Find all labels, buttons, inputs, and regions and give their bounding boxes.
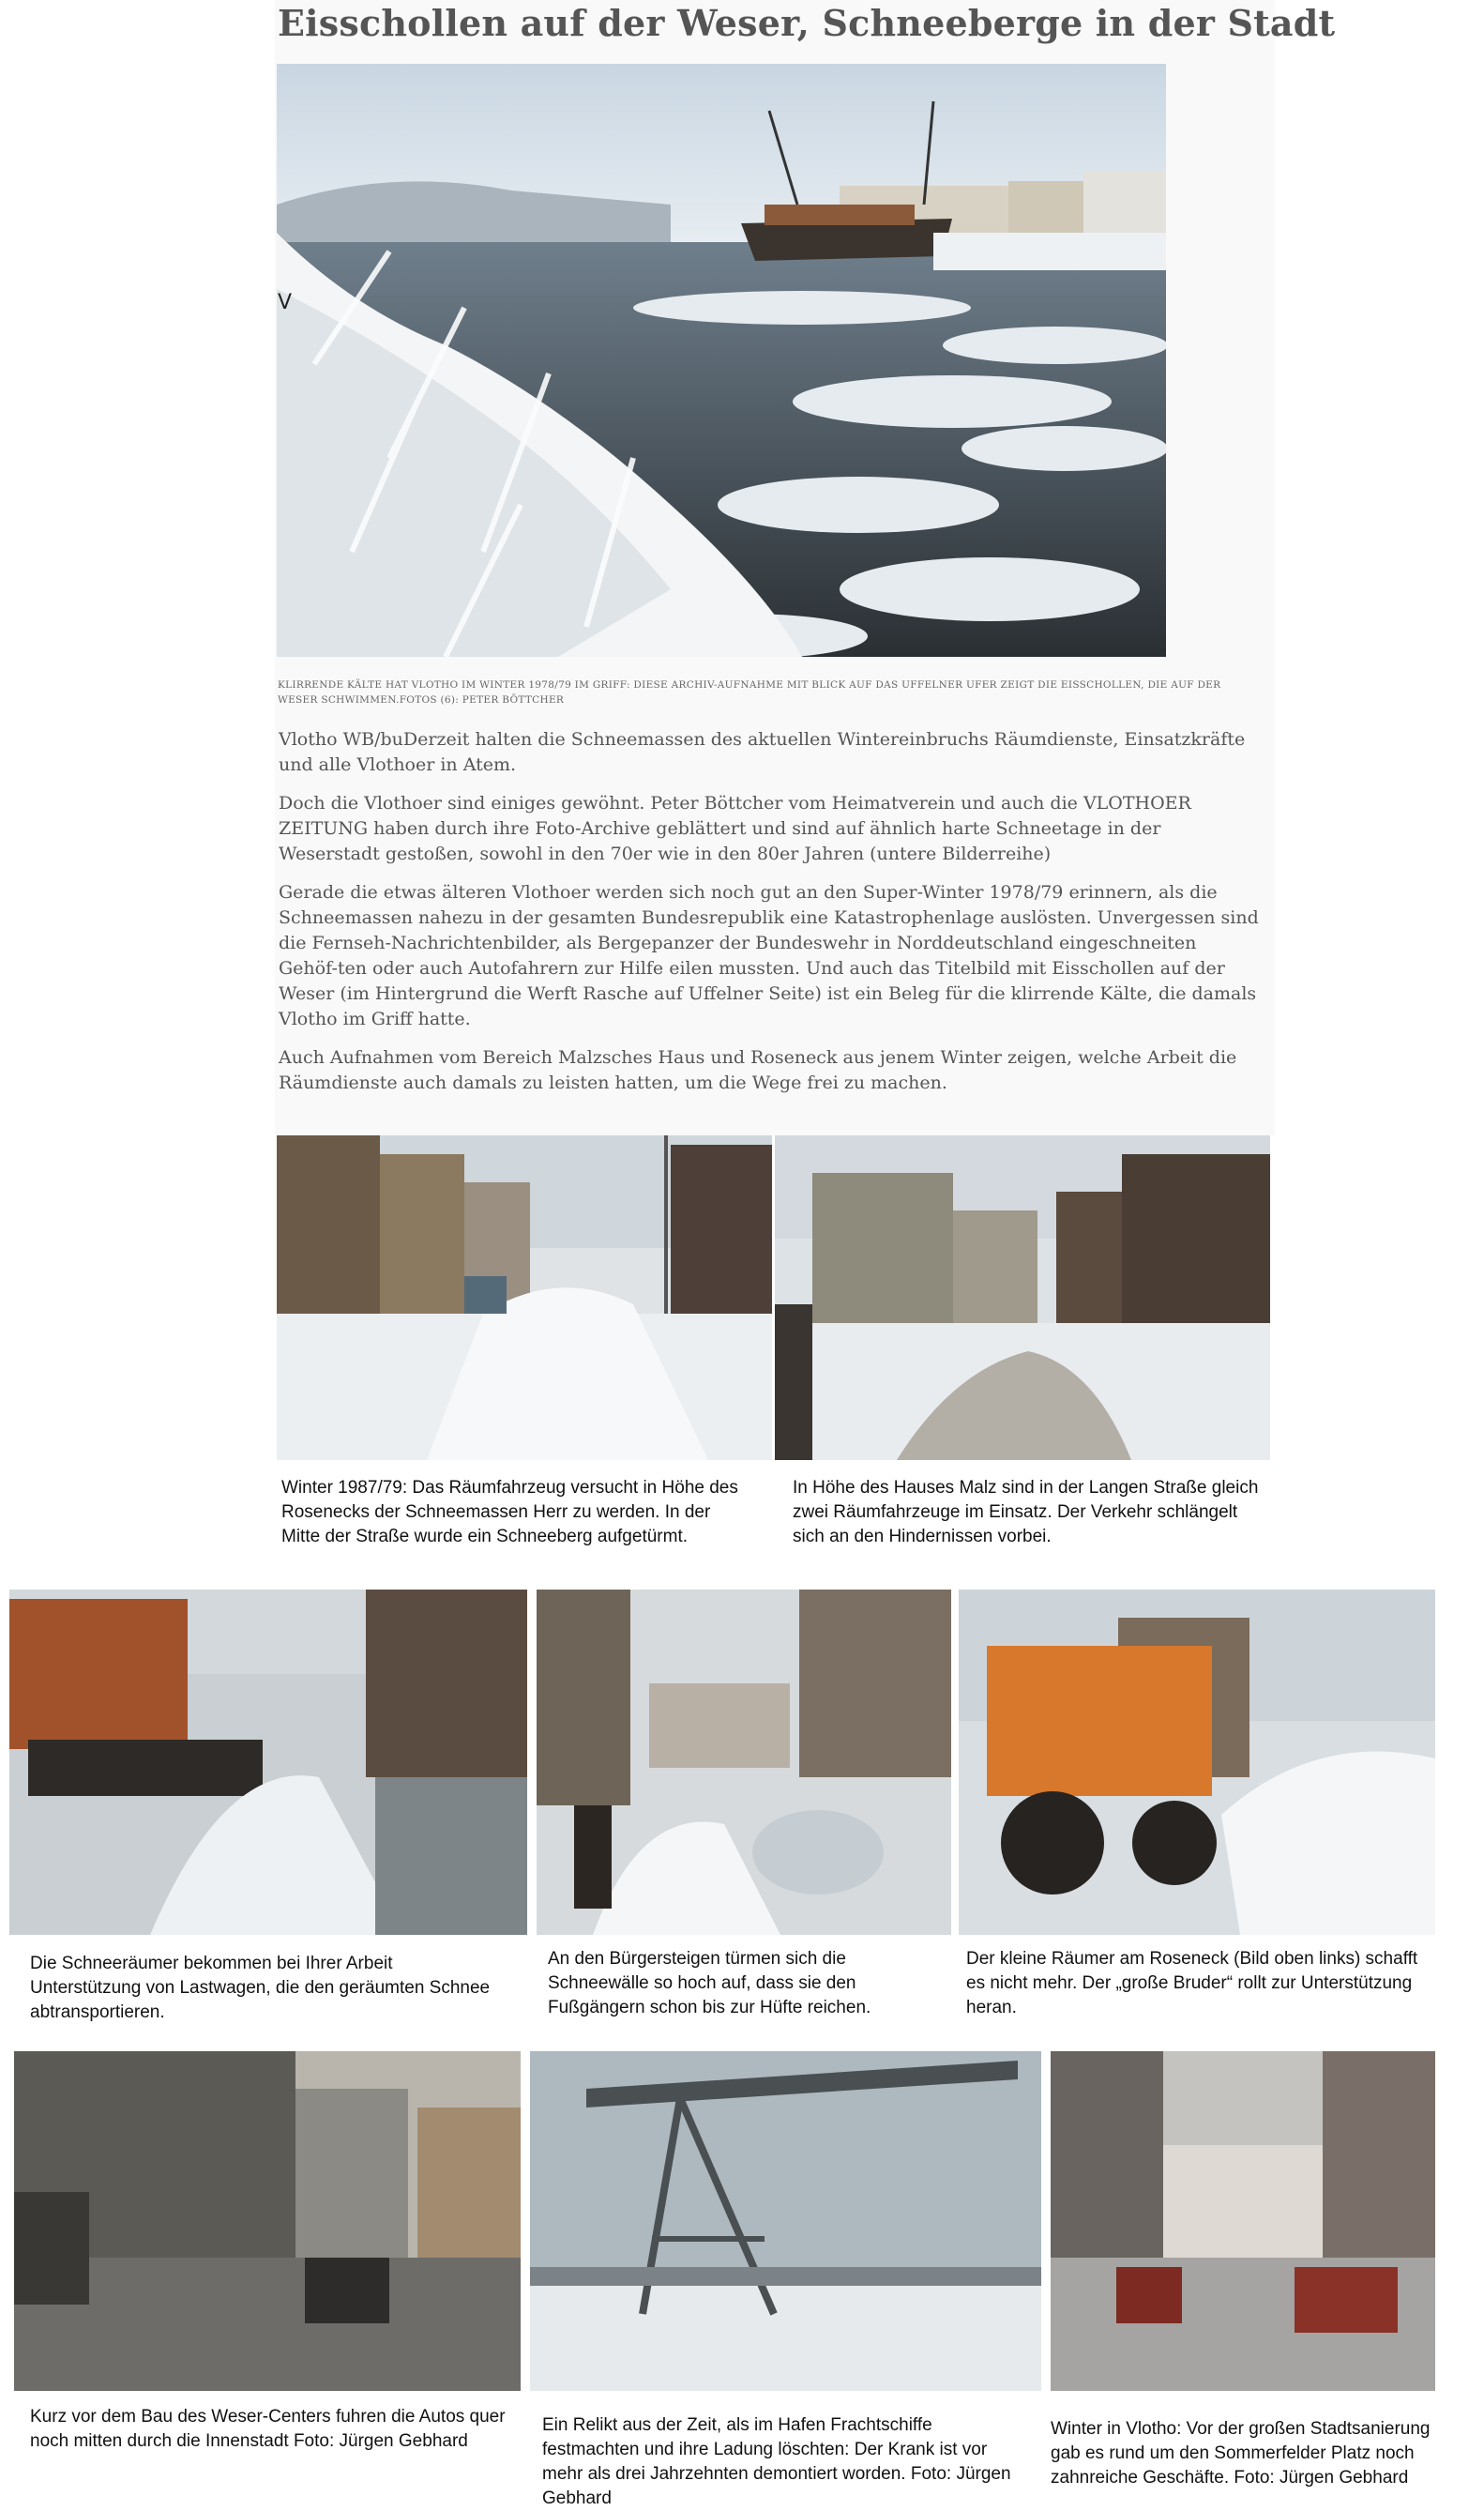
photo-harbour-crane: [530, 2051, 1041, 2391]
photo-big-loader: [959, 1590, 1435, 1935]
article-paragraph: Vlotho WB/buDerzeit halten die Schneemassen des aktuellen Wintereinbruchs Räumdienste, Einsatzkräfte und alle Vlothoer in Atem.: [279, 729, 1246, 775]
caption-photo-roseneck: Winter 1987/79: Das Räumfahrzeug versucht in Höhe des Rosenecks der Schneemassen Herr zu werden. In der Mitte der Straße wurde ein Schneeberg aufgetürmt.: [281, 1478, 738, 1546]
caption-photo-haus-malz: In Höhe des Hauses Malz sind in der Langen Straße gleich zwei Räumfahrzeuge im Einsatz. Der Verkehr schlängelt sich an den Hindernissen vorbei.: [793, 1478, 1259, 1546]
caption-photo-innenstadt: Kurz vor dem Bau des Weser-Centers fuhren die Autos quer noch mitten durch die Innenstadt Foto: Jürgen Gebhard: [30, 2407, 506, 2451]
photo-haus-malz-street: [775, 1135, 1270, 1460]
article-paragraph: Doch die Vlothoer sind einiges gewöhnt. Peter Böttcher vom Heimatverein und auch die VLOTHOER ZEITUNG haben durch ihre Foto-Archive geblättert und sind auf ähnlich harte Schneetage in der Weserstadt gestoßen, sowohl in den 70er wie in den 80er Jahren (untere Bilderreihe): [279, 793, 1191, 864]
photo-sommerfelder-platz: [1051, 2051, 1435, 2391]
caption-photo-loader: Der kleine Räumer am Roseneck (Bild oben links) schafft es nicht mehr. Der „große Bruder“ rollt zur Unterstützung heran.: [966, 1949, 1418, 2017]
article-paragraph: Gerade die etwas älteren Vlothoer werden sich noch gut an den Super-Winter 1978/79 erinnern, als die Schneemassen nahezu in der gesamten Bundesrepublik eine Katastrophenlage auslösten. Unvergessen sind die Fernseh-Nachrichtenbilder, als Bergepanzer der Bundeswehr in Norddeutschland eingeschneiten Gehöf-ten oder auch Autofahrern zur Hilfe eilen mussten. Und auch das Titelbild mit Eisschollen auf der Weser (im Hintergrund die Werft Rasche auf Uffelner Seite) ist ein Beleg für die klirrende Kälte, die damals Vlotho im Griff hatte.: [279, 882, 1259, 1029]
photo-innenstadt-traffic: [14, 2051, 521, 2391]
headline: Eisschollen auf der Weser, Schneeberge in der Stadt: [278, 2, 1336, 44]
caption-photo-crane: Ein Relikt aus der Zeit, als im Hafen Frachtschiffe festmachten und ihre Ladung löschten: Der Krank ist vor mehr als drei Jahrzehnten demontiert worden. Foto: Jürgen Gebhard: [542, 2415, 1011, 2508]
photo-roseneck-snowplow: [277, 1135, 772, 1460]
caption-photo-truck: Die Schneeräumer bekommen bei Ihrer Arbeit Unterstützung von Lastwagen, die den geräumten Schnee abtransportieren.: [30, 1954, 491, 2022]
caption-photo-sidewalk: An den Bürgersteigen türmen sich die Schneewälle so hoch auf, dass sie den Fußgängern schon bis zur Hüfte reichen.: [548, 1949, 871, 2017]
photo-sidewalk-snowbanks: [537, 1590, 951, 1935]
stray-mark: V: [278, 291, 293, 314]
article-paragraph: Auch Aufnahmen vom Bereich Malzsches Haus und Roseneck aus jenem Winter zeigen, welche Arbeit die Räumdienste auch damals zu leisten hatten, um die Wege frei zu machen.: [279, 1047, 1237, 1093]
photo-truck-snow-removal: [9, 1590, 527, 1935]
caption-photo-platz: Winter in Vlotho: Vor der großen Stadtsanierung gab es rund um den Sommerfelder Platz noch zahnreiche Geschäfte. Foto: Jürgen Gebhard: [1051, 2419, 1431, 2488]
hero-photo-weser-ice: [277, 64, 1166, 657]
article-body: [279, 727, 1259, 1109]
hero-caption: KLIRRENDE KÄLTE HAT VLOTHO IM WINTER 1978/79 IM GRIFF: DIESE ARCHIV-AUFNAHME MIT BLICK AUF DAS UFFELNER UFER ZEIGT DIE EISSCHOLLEN, DIE AUF DER WESER SCHWIMMEN.FOTOS (6): PETER BÖTTCHER: [278, 679, 1221, 706]
